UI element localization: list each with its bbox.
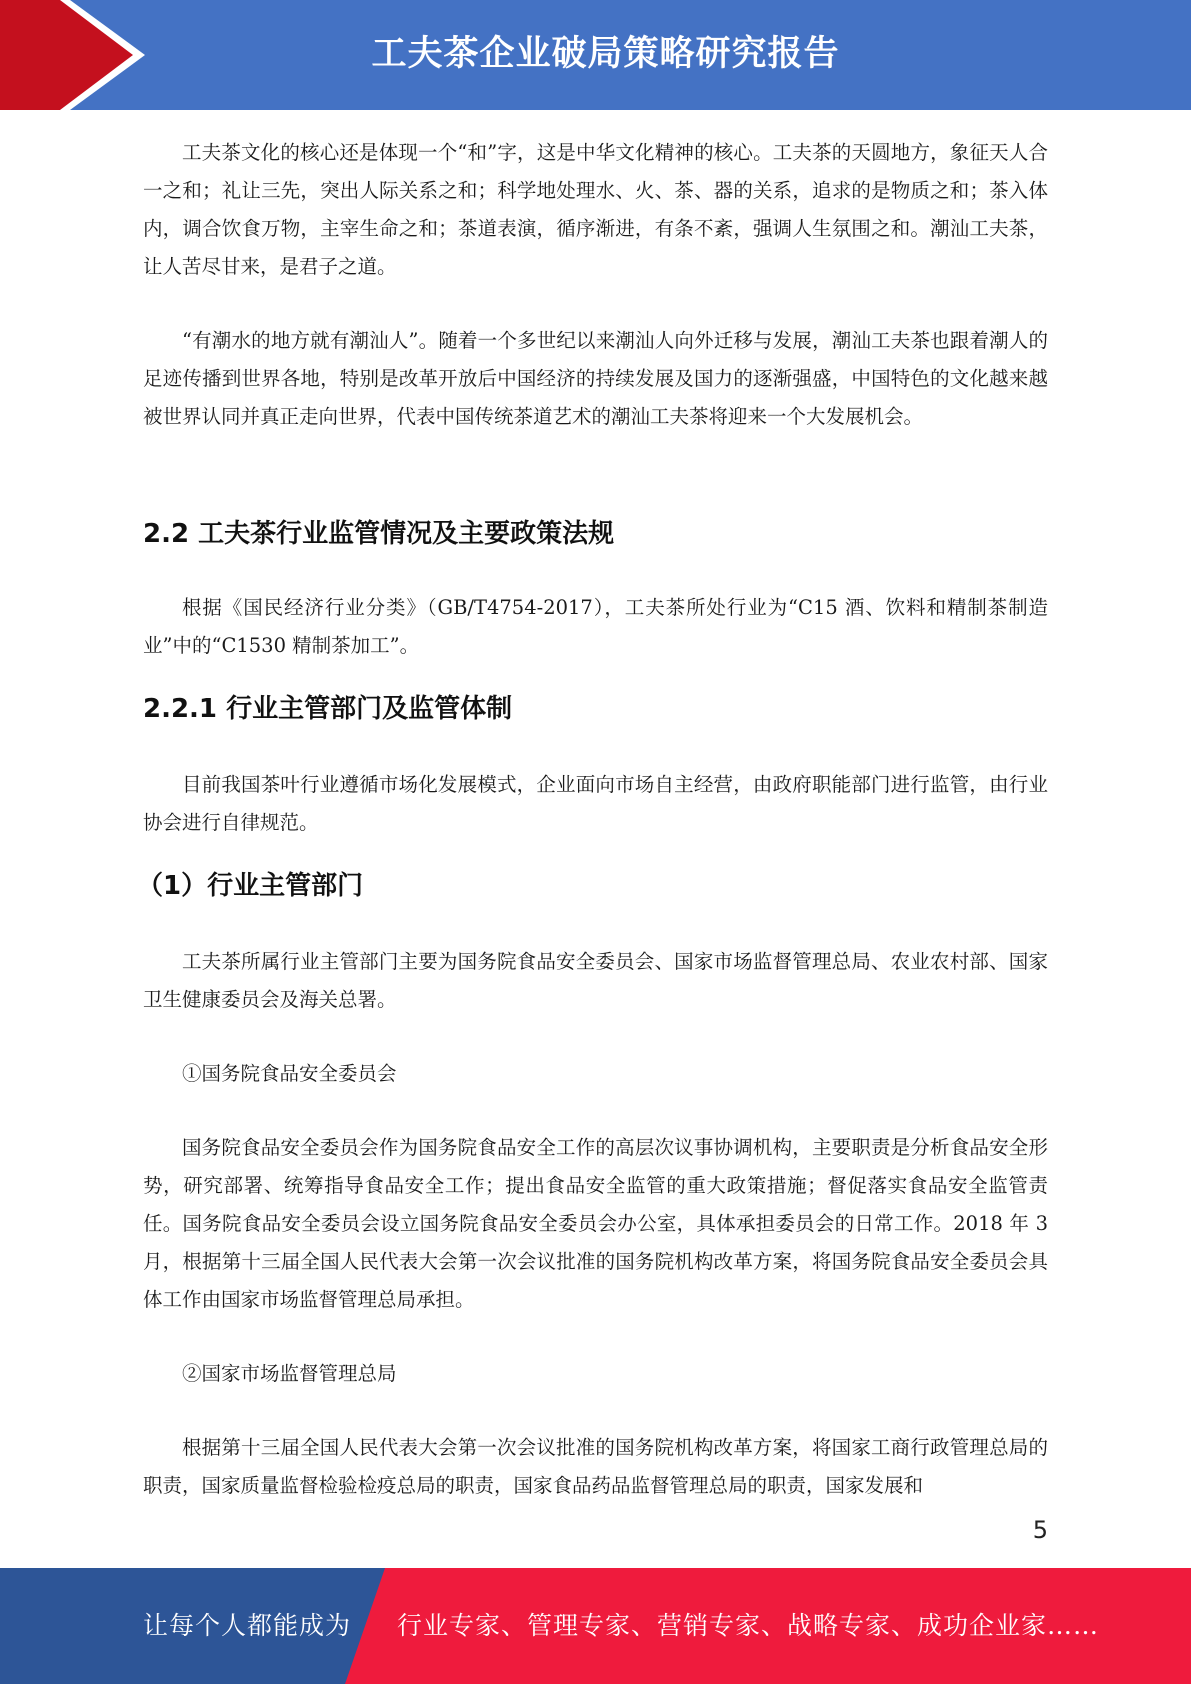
footer-slogan-right: 行业专家、管理专家、营销专家、战略专家、成功企业家…… xyxy=(397,1611,1100,1640)
page-number: 5 xyxy=(1032,1516,1048,1544)
footer-slogan-left: 让每个人都能成为 xyxy=(143,1611,352,1640)
report-title: 工夫茶企业破局策略研究报告 xyxy=(371,34,840,74)
paragraph-food-safety-commission: 国务院食品安全委员会作为国务院食品安全工作的高层次议事协调机构，主要职责是分析食品安全形势，研究部署、统筹指导食品安全工作；提出食品安全监管的重大政策措施；督促落实食品安全监管责任。国务院食品安全委员会设立国务院食品安全委员会办公室，具体承担委员会的日常工作。2018 年 3 月，根据第十三届全国人民代表大会第一次会议批准的国务院机构改革方案，将国务院食品安全委员会具体工作由国家市场监督管理总局承担。 xyxy=(143,1136,1048,1311)
paragraph-market-regulation: 根据第十三届全国人民代表大会第一次会议批准的国务院机构改革方案，将国家工商行政管理总局的职责，国家质量监督检验检疫总局的职责，国家食品药品监督管理总局的职责，国家发展和 xyxy=(143,1436,1048,1497)
list-item-market-regulation: ②国家市场监督管理总局 xyxy=(182,1362,397,1385)
subheading-authorities: （1）行业主管部门 xyxy=(137,871,364,901)
page-header xyxy=(0,0,1191,110)
page-footer xyxy=(0,1568,1191,1684)
page-content xyxy=(137,134,1048,1505)
section-heading-2-2: 2.2 工夫茶行业监管情况及主要政策法规 xyxy=(143,519,615,549)
list-item-food-safety-commission: ①国务院食品安全委员会 xyxy=(182,1062,397,1085)
paragraph-industry-classification: 根据《国民经济行业分类》（GB/T4754-2017），工夫茶所处行业为“C15 酒、饮料和精制茶制造业”中的“C1530 精制茶加工”。 xyxy=(143,596,1048,657)
paragraph-chaoshan-people: “有潮水的地方就有潮汕人”。随着一个多世纪以来潮汕人向外迁移与发展，潮汕工夫茶也跟着潮人的足迹传播到世界各地，特别是改革开放后中国经济的持续发展及国力的逐渐强盛，中国特色的文化越来越被世界认同并真正走向世界，代表中国传统茶道艺术的潮汕工夫茶将迎来一个大发展机会。 xyxy=(143,329,1048,428)
paragraph-harmony: 工夫茶文化的核心还是体现一个“和”字，这是中华文化精神的核心。工夫茶的天圆地方，象征天人合一之和；礼让三先，突出人际关系之和；科学地处理水、火、茶、器的关系，追求的是物质之和；茶入体内，调合饮食万物，主宰生命之和；茶道表演，循序渐进，有条不紊，强调人生氛围之和。潮汕工夫茶，让人苦尽甘来，是君子之道。 xyxy=(143,141,1048,278)
paragraph-authority-list: 工夫茶所属行业主管部门主要为国务院食品安全委员会、国家市场监督管理总局、农业农村部、国家卫生健康委员会及海关总署。 xyxy=(143,950,1048,1011)
section-heading-2-2-1: 2.2.1 行业主管部门及监管体制 xyxy=(143,694,513,724)
paragraph-regulatory-mode: 目前我国茶叶行业遵循市场化发展模式，企业面向市场自主经营，由政府职能部门进行监管，由行业协会进行自律规范。 xyxy=(143,773,1048,834)
